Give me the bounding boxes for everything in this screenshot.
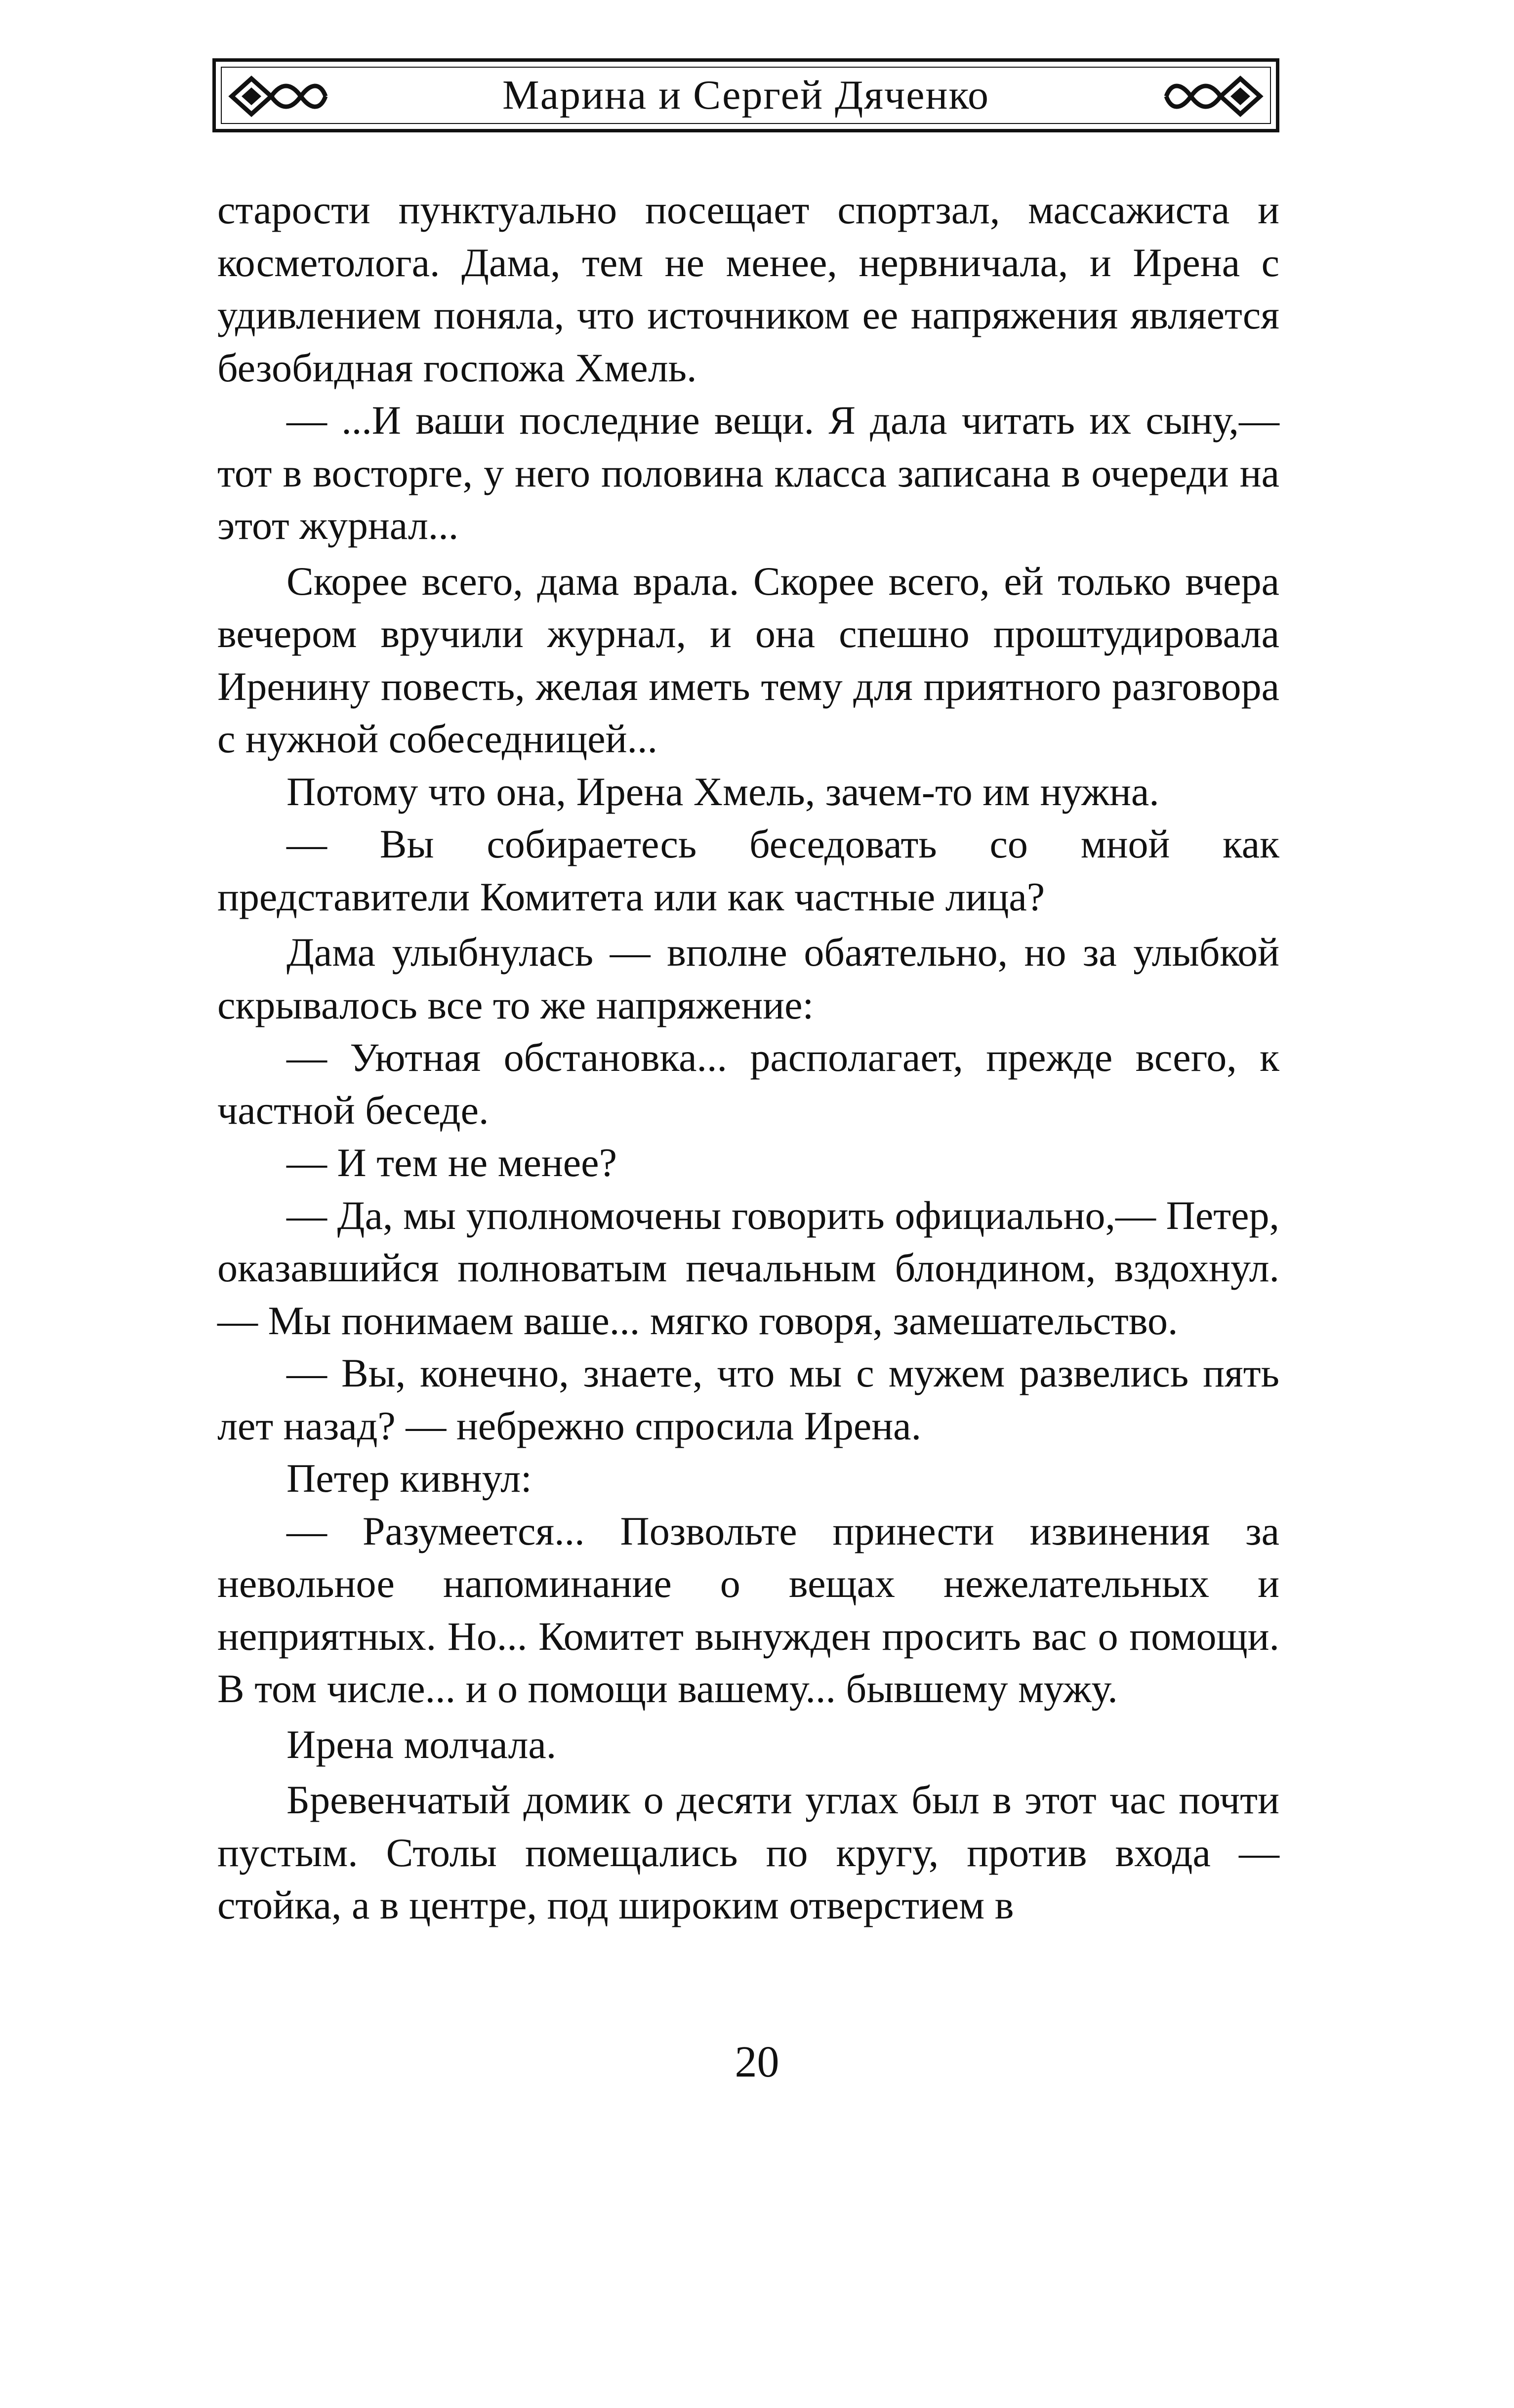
running-header [212, 58, 1279, 132]
paragraph: — ...И ваши последние вещи. Я дала читать их сыну,— тот в восторге, у него половина класса записана в очереди на этот журнал... [217, 398, 1279, 548]
paragraph: — Вы собираетесь беседовать со мной как представители Комитета или как частные лица? [217, 821, 1279, 919]
paragraph: — Уютная обстановка... располагает, прежде всего, к частной беседе. [217, 1035, 1279, 1133]
header-title: Марина и Сергей Дяченко [502, 72, 989, 118]
paragraph: Потому что она, Ирена Хмель, зачем-то им нужна. [286, 769, 1159, 814]
paragraph: Дама улыбнулась — вполне обаятельно, но за улыбкой скрывалось все то же напряжение: [217, 930, 1279, 1027]
body-text [217, 184, 1279, 1932]
paragraph: Бревенчатый домик о десяти углах был в этот час почти пустым. Столы помещались по кругу, против входа — стойка, а в центре, под широким отверстием в [217, 1777, 1279, 1927]
paragraph: Скорее всего, дама врала. Скорее всего, ей только вчера вечером вручили журнал, и она спешно проштудировала Иренину повесть, желая иметь тему для приятного разговора с нужной собеседницей... [217, 558, 1279, 761]
paragraph: старости пунктуально посещает спортзал, массажиста и косметолога. Дама, тем не менее, нервничала, и Ирена с удивлением поняла, что источником ее напряжения является безобидная госпожа Хмель. [217, 187, 1279, 390]
page-number: 20 [735, 2038, 779, 2086]
paragraph: — Разумеется... Позвольте принести извинения за невольное напоминание о вещах нежелательных и неприятных. Но... Комитет вынужден просить вас о помощи. В том числе... и о помощи вашему... бывшему мужу. [217, 1508, 1279, 1711]
paragraph: Ирена молчала. [286, 1721, 557, 1767]
paragraph: — Да, мы уполномочены говорить официально,— Петер, оказавшийся полноватым печальным блондином, вздохнул.— Мы понимаем ваше... мягко говоря, замешательство. [217, 1192, 1279, 1343]
celtic-knot-ornament-icon [227, 73, 330, 120]
celtic-knot-ornament-icon [1161, 73, 1265, 120]
paragraph: Петер кивнул: [286, 1456, 532, 1501]
paragraph: — И тем не менее? [286, 1140, 617, 1185]
paragraph: — Вы, конечно, знаете, что мы с мужем развелись пять лет назад? — небрежно спросила Ирена. [217, 1350, 1279, 1448]
